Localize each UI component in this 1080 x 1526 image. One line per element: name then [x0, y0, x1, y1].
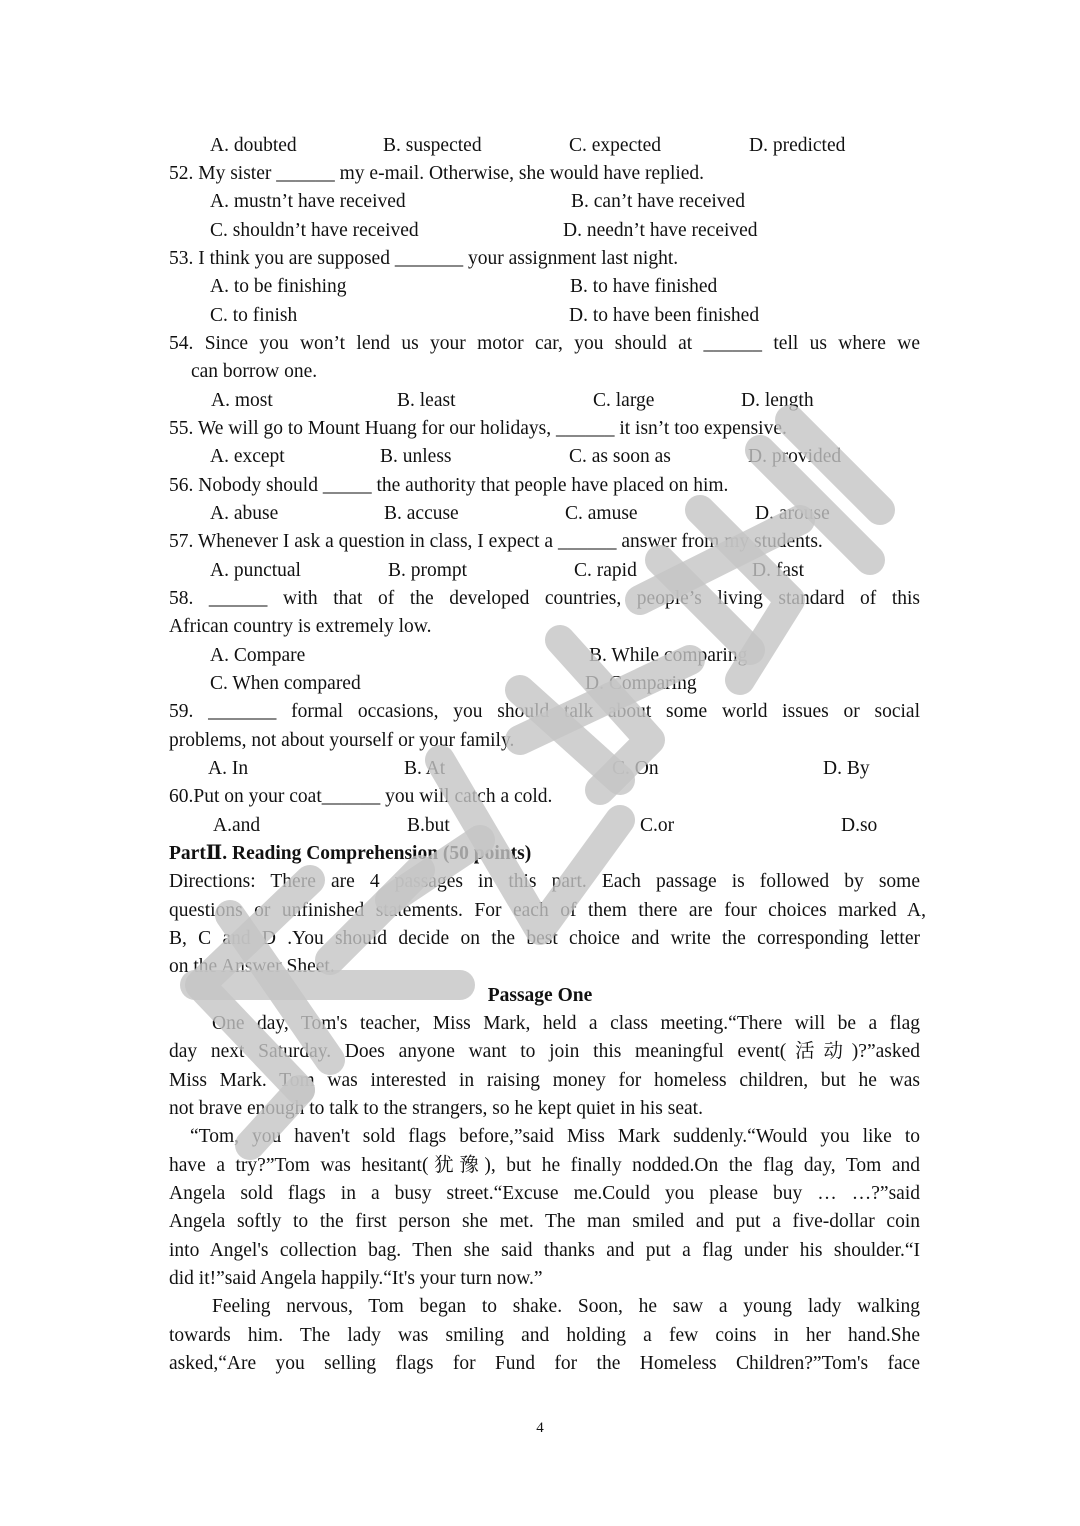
option-c: C. as soon as: [569, 446, 671, 467]
option-b: B.but: [407, 815, 450, 836]
option-b: B. accuse: [384, 503, 459, 524]
option-a: A. In: [208, 758, 249, 779]
question-text: 57. Whenever I ask a question in class, I expect a ______ answer from my students.: [169, 531, 823, 552]
passage-text: into Angel's collection bag. Then she said thanks and put a flag under his shoulder.“I: [169, 1240, 920, 1261]
option-b: B. prompt: [388, 560, 468, 581]
option-b: B. suspected: [383, 135, 482, 156]
q54-stem-line1: [0, 330, 1080, 358]
passage-line: [0, 1152, 1080, 1180]
question-text: African country is extremely low.: [169, 616, 432, 637]
q52-options-cd: [0, 217, 1080, 245]
option-b: B. At: [404, 758, 446, 779]
directions-text: on the Answer Sheet.: [169, 956, 335, 977]
question-text: 56. Nobody should _____ the authority that people have placed on him.: [169, 475, 729, 496]
option-b: B. to have finished: [570, 276, 718, 297]
option-b: B. While comparing: [589, 645, 748, 666]
question-text: can borrow one.: [191, 361, 318, 382]
q59-stem-line1: [0, 698, 1080, 726]
question-text: 55. We will go to Mount Huang for our holidays, ______ it isn’t too expensive.: [169, 418, 787, 439]
directions-line: [0, 953, 1080, 981]
question-text: 53. I think you are supposed _______ your assignment last night.: [169, 248, 679, 269]
q58-options-ab: [0, 642, 1080, 670]
option-b: B. least: [397, 390, 456, 411]
option-c: C. shouldn’t have received: [210, 220, 419, 241]
passage-text: day next Saturday. Does anyone want to join this meaningful event(活动)?”asked: [169, 1041, 920, 1062]
passage-text: Feeling nervous, Tom began to shake. Soon, he saw a young lady walking: [212, 1296, 920, 1317]
option-d: D. arouse: [755, 503, 830, 524]
option-d: D. provided: [748, 446, 842, 467]
q56-stem: [0, 472, 1080, 500]
q60-options: [0, 812, 1080, 840]
option-d: D. to have been finished: [569, 305, 760, 326]
section-heading: PartⅡ. Reading Comprehension (50 points): [169, 843, 532, 864]
passage-text: Angela sold flags in a busy street.“Excuse me.Could you please buy … …?”said: [169, 1183, 920, 1204]
option-c: C. to finish: [210, 305, 298, 326]
directions-text: Directions: There are 4 passages in this part. Each passage is followed by some: [169, 871, 920, 892]
option-a: A. abuse: [210, 503, 279, 524]
passage-line: [0, 1322, 1080, 1350]
passage-line: [0, 1180, 1080, 1208]
q52-stem: [0, 160, 1080, 188]
passage-text: Angela softly to the first person she met. The man smiled and put a five-dollar coin: [169, 1211, 920, 1232]
passage-text: did it!”said Angela happily.“It's your turn now.”: [169, 1268, 543, 1289]
option-a: A. mustn’t have received: [210, 191, 406, 212]
q58-stem-line1: [0, 585, 1080, 613]
passage-text: asked,“Are you selling flags for Fund for the Homeless Children?”Tom's face: [169, 1353, 920, 1374]
page-number: 4: [536, 1420, 544, 1436]
passage-text: not brave enough to talk to the strangers, so he kept quiet in his seat.: [169, 1098, 703, 1119]
passage-line: [0, 1265, 1080, 1293]
q58-options-cd: [0, 670, 1080, 698]
directions-text: questions or unfinished statements. For each of them there are four choices marked A,: [169, 900, 926, 921]
q53-options-ab: [0, 273, 1080, 301]
q56-options: [0, 500, 1080, 528]
directions-line: [0, 868, 1080, 896]
q53-options-cd: [0, 302, 1080, 330]
option-c: C. When compared: [210, 673, 361, 694]
option-b: B. unless: [380, 446, 452, 467]
option-a: A. doubted: [210, 135, 297, 156]
passage-text: “Tom, you haven't sold flags before,”said Miss Mark suddenly.“Would you like to: [190, 1126, 920, 1147]
option-c: C.or: [640, 815, 675, 836]
passage-title: Passage One: [487, 985, 593, 1006]
passage-text: Miss Mark. Tom was interested in raising money for homeless children, but he was: [169, 1070, 920, 1091]
directions-line: [0, 897, 1080, 925]
question-text: 60.Put on your coat______ you will catch a cold.: [169, 786, 553, 807]
passage-line: [0, 1123, 1080, 1151]
option-a: A. most: [211, 390, 273, 411]
passage-line: [0, 1010, 1080, 1038]
option-d: D. fast: [752, 560, 804, 581]
passage-line: [0, 1208, 1080, 1236]
q57-options: [0, 557, 1080, 585]
q59-options: [0, 755, 1080, 783]
option-a: A. to be finishing: [210, 276, 347, 297]
option-c: C. rapid: [574, 560, 637, 581]
option-d: D. By: [823, 758, 870, 779]
passage-line: [0, 1350, 1080, 1378]
option-c: C. expected: [569, 135, 662, 156]
option-d: D. needn’t have received: [563, 220, 758, 241]
option-c: C. On: [612, 758, 659, 779]
q60-stem: [0, 783, 1080, 811]
question-text: 54. Since you won’t lend us your motor car, you should at ______ tell us where we: [169, 333, 920, 354]
option-d: D. predicted: [749, 135, 846, 156]
option-d: D. length: [741, 390, 814, 411]
question-text: 52. My sister ______ my e-mail. Otherwise, she would have replied.: [169, 163, 705, 184]
q52-options-ab: [0, 188, 1080, 216]
passage-line: [0, 1067, 1080, 1095]
passage-line: [0, 1237, 1080, 1265]
q54-options: [0, 387, 1080, 415]
option-c: C. large: [593, 390, 655, 411]
option-a: A. Compare: [210, 645, 306, 666]
q53-stem: [0, 245, 1080, 273]
option-d: D.so: [841, 815, 878, 836]
q55-stem: [0, 415, 1080, 443]
passage-text: have a try?”Tom was hesitant(犹豫), but he finally nodded.On the flag day, Tom and: [169, 1155, 920, 1176]
q55-options: [0, 443, 1080, 471]
option-c: C. amuse: [565, 503, 638, 524]
q54-stem-line2: [0, 358, 1080, 386]
option-a: A.and: [213, 815, 261, 836]
option-a: A. punctual: [210, 560, 301, 581]
option-a: A. except: [210, 446, 285, 467]
passage-text: One day, Tom's teacher, Miss Mark, held a class meeting.“There will be a flag: [212, 1013, 920, 1034]
question-text: problems, not about yourself or your family.: [169, 730, 515, 751]
question-text: 59. _______ formal occasions, you should talk about some world issues or social: [169, 701, 920, 722]
option-b: B. can’t have received: [571, 191, 745, 212]
directions-text: B, C and D .You should decide on the best choice and write the corresponding letter: [169, 928, 920, 949]
passage-line: [0, 1038, 1080, 1066]
section-heading-row: [0, 840, 1080, 868]
q57-stem: [0, 528, 1080, 556]
passage-line: [0, 1293, 1080, 1321]
passage-line: [0, 1095, 1080, 1123]
passage-title-row: [0, 982, 1080, 1010]
q59-stem-line2: [0, 727, 1080, 755]
q51-options: [0, 132, 1080, 160]
passage-text: towards him. The lady was smiling and holding a few coins in her hand.She: [169, 1325, 920, 1346]
q58-stem-line2: [0, 613, 1080, 641]
option-d: D. Comparing: [585, 673, 697, 694]
question-text: 58. ______ with that of the developed countries, people’s living standard of this: [169, 588, 920, 609]
directions-line: [0, 925, 1080, 953]
